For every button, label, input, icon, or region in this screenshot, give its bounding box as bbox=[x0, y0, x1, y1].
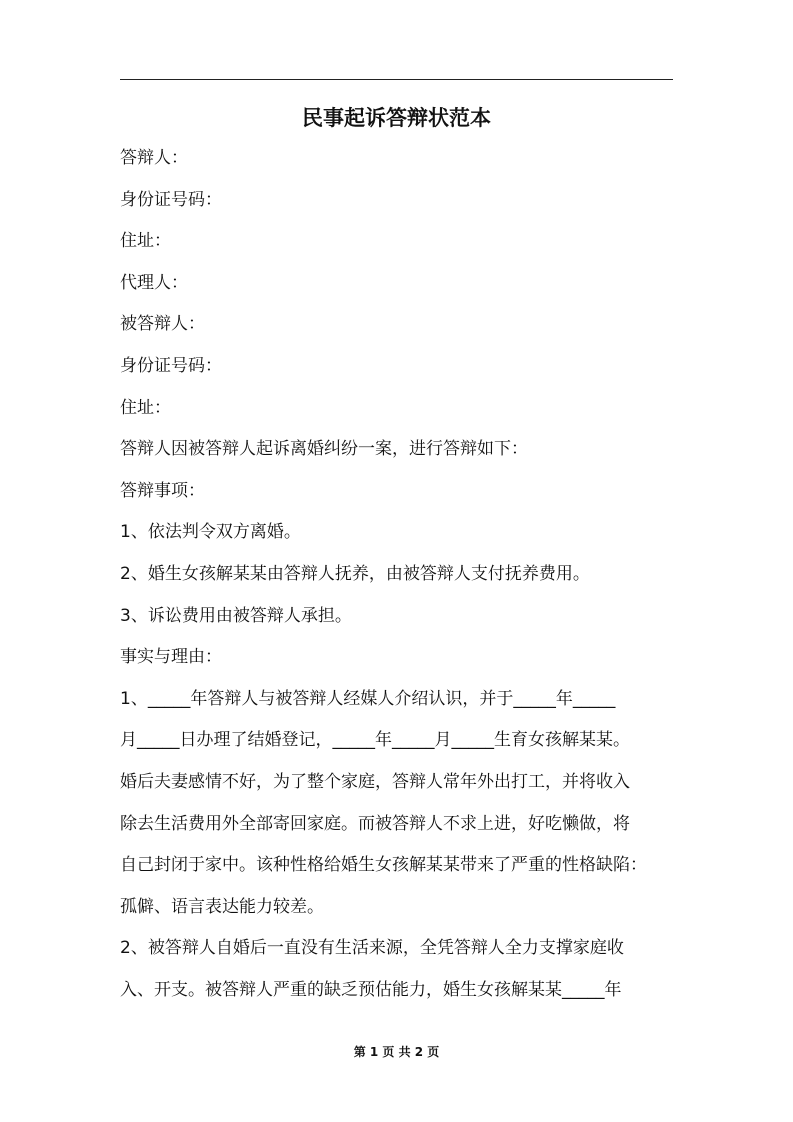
agent-label: 代理人： bbox=[120, 272, 188, 293]
defense-items-heading: 答辩事项： bbox=[120, 480, 205, 501]
document-body bbox=[120, 138, 700, 1011]
fact-paragraph-line: 孤僻、语言表达能力较差。 bbox=[120, 896, 324, 917]
fact-paragraph-line: 月_____日办理了结婚登记，_____年_____月_____生育女孩解某某。 bbox=[120, 730, 630, 751]
header-divider bbox=[120, 79, 673, 80]
defense-item-3: 3、诉讼费用由被答辩人承担。 bbox=[120, 605, 352, 626]
respondent-address-label: 住址： bbox=[120, 231, 171, 252]
facts-heading: 事实与理由： bbox=[120, 647, 222, 668]
defense-item-1: 1、依法判令双方离婚。 bbox=[120, 522, 301, 543]
plaintiff-id-label: 身份证号码： bbox=[120, 355, 222, 376]
respondent-id-label: 身份证号码： bbox=[120, 189, 222, 210]
fact-paragraph-line: 2、被答辩人自婚后一直没有生活来源，全凭答辩人全力支撑家庭收 bbox=[120, 938, 624, 959]
respondent-label: 答辩人： bbox=[120, 148, 188, 168]
fact-paragraph-line: 除去生活费用外全部寄回家庭。而被答辩人不求上进，好吃懒做，将 bbox=[120, 813, 630, 834]
fact-paragraph-line: 入、开支。被答辩人严重的缺乏预估能力，婚生女孩解某某_____年 bbox=[120, 979, 622, 1000]
defense-item-2: 2、婚生女孩解某某由答辩人抚养，由被答辩人支付抚养费用。 bbox=[120, 563, 590, 584]
fact-paragraph-line: 婚后夫妻感情不好，为了整个家庭，答辩人常年外出打工，并将收入 bbox=[120, 771, 630, 792]
document-title: 民事起诉答辩状范本 bbox=[302, 106, 491, 130]
plaintiff-label: 被答辩人： bbox=[120, 314, 205, 335]
intro-paragraph: 答辩人因被答辩人起诉离婚纠纷一案，进行答辩如下： bbox=[120, 439, 528, 460]
fact-paragraph-line: 自己封闭于家中。该种性格给婚生女孩解某某带来了严重的性格缺陷： bbox=[120, 855, 647, 876]
fact-paragraph-line: 1、_____年答辩人与被答辩人经媒人介绍认识，并于_____年_____ bbox=[120, 688, 616, 709]
plaintiff-address-label: 住址： bbox=[120, 397, 171, 418]
page-number: 第 1 页 共 2 页 bbox=[353, 1045, 440, 1059]
